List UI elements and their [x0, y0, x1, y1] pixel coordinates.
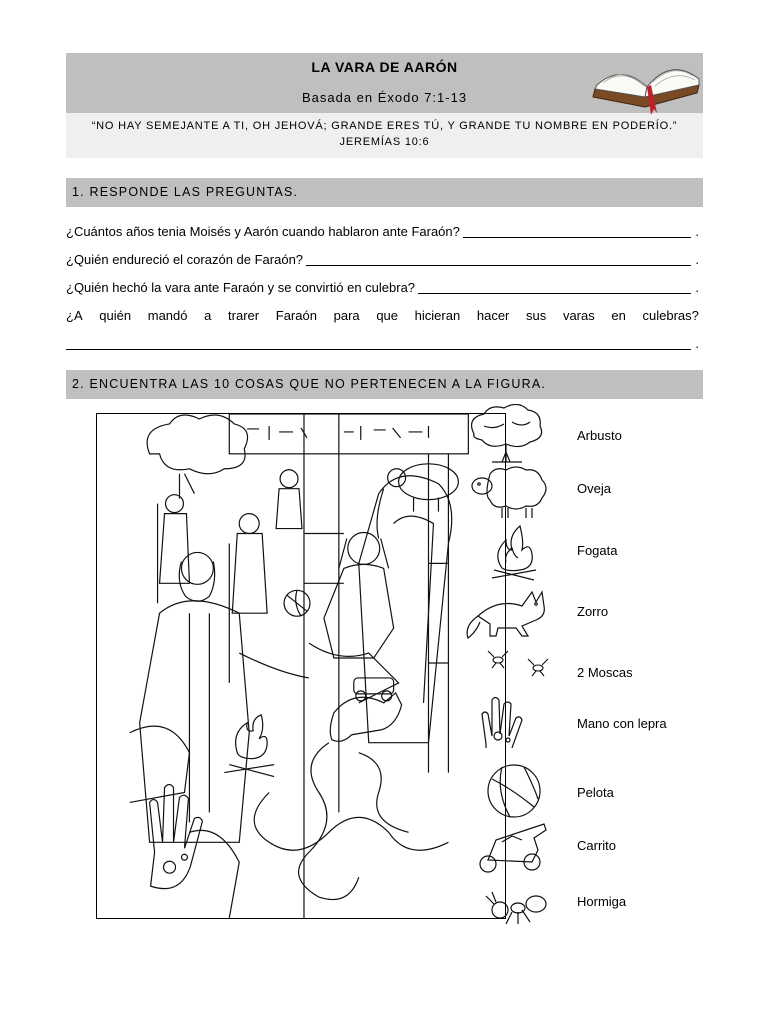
- legend-label: Oveja: [577, 481, 611, 496]
- legend-item-oveja: [462, 462, 702, 522]
- legend-item-arbusto: [462, 404, 702, 464]
- answer-line[interactable]: [463, 218, 692, 238]
- question-text: ¿Quién endureció el corazón de Faraón?: [66, 252, 304, 267]
- question-word: trarer: [228, 308, 260, 323]
- legend-item-hormiga: [462, 874, 702, 934]
- question-word: que: [376, 308, 399, 323]
- bible-quote: [66, 113, 703, 158]
- ball-icon: [462, 763, 554, 823]
- question-2: ¿Quién endureció el corazón de Faraón? .: [66, 246, 703, 274]
- legend-label: Hormiga: [577, 894, 627, 909]
- throne-scene-drawing: [97, 414, 505, 918]
- campfire-icon: [462, 524, 554, 584]
- question-1: ¿Cuántos años tenia Moisés y Aarón cuando hablaron ante Faraón? .: [66, 218, 703, 246]
- section-1-header: 1. RESPONDE LAS PREGUNTAS.: [66, 178, 703, 207]
- question-text: ¿Quién hechó la vara ante Faraón y se convirtió en culebra?: [66, 280, 416, 295]
- fox-icon: [462, 582, 554, 642]
- question-4: [66, 302, 703, 330]
- question-word: para: [333, 308, 360, 323]
- quote-text: “NO HAY SEMEJANTE A TI, OH JEHOVÁ; GRANDE ERES TÚ, Y GRANDE TU NOMBRE EN PODERÍO.”: [91, 120, 678, 132]
- question-word: mandó: [147, 308, 188, 323]
- question-word: sus: [526, 308, 547, 323]
- legend-label: 2 Moscas: [577, 665, 633, 680]
- answer-line[interactable]: [66, 330, 691, 350]
- page-title: LA VARA DE AARÓN: [311, 59, 458, 75]
- quote-reference: JEREMÍAS 10:6: [339, 136, 430, 148]
- sheep-icon: [462, 462, 554, 522]
- page-subtitle: Basada en Éxodo 7:1-13: [301, 90, 468, 105]
- question-word: Faraón: [275, 308, 317, 323]
- header-banner: [66, 53, 703, 113]
- answer-line[interactable]: [418, 274, 691, 294]
- legend-item-zorro: [462, 582, 702, 642]
- legend-item-pelota: [462, 763, 702, 823]
- open-bible-icon: [587, 45, 707, 117]
- pharaoh-throne-room-illustration: [96, 413, 506, 919]
- question-word: quién: [99, 308, 132, 323]
- legend-label: Carrito: [577, 838, 617, 853]
- question-4-answer: .: [66, 330, 703, 358]
- question-word: a: [204, 308, 212, 323]
- question-word: varas: [562, 308, 595, 323]
- legend-item-fogata: [462, 524, 702, 584]
- toy-car-icon: [462, 816, 554, 876]
- legend-item-carrito: [462, 816, 702, 876]
- bush-icon: [462, 404, 554, 464]
- question-word: hicieran: [414, 308, 461, 323]
- legend-label: Zorro: [577, 604, 609, 619]
- legend-item-mano: [462, 688, 702, 748]
- ant-icon: [462, 874, 554, 934]
- question-text: ¿Cuántos años tenia Moisés y Aarón cuando hablaron ante Faraón?: [66, 224, 460, 239]
- questions-list: [66, 218, 703, 358]
- legend-label: Mano con lepra: [577, 716, 667, 731]
- section-2-header: 2. ENCUENTRA LAS 10 COSAS QUE NO PERTENECEN A LA FIGURA.: [66, 370, 703, 399]
- question-3: ¿Quién hechó la vara ante Faraón y se convirtió en culebra? .: [66, 274, 703, 302]
- worksheet: [66, 53, 703, 399]
- question-word: hacer: [476, 308, 510, 323]
- answer-line[interactable]: [306, 246, 691, 266]
- question-word: culebras?: [642, 308, 699, 323]
- legend-label: Fogata: [577, 543, 618, 558]
- question-word: en: [611, 308, 626, 323]
- legend-label: Pelota: [577, 785, 614, 800]
- leprous-hand-icon: [462, 688, 554, 748]
- legend-label: Arbusto: [577, 428, 622, 443]
- question-word: ¿A: [66, 308, 83, 323]
